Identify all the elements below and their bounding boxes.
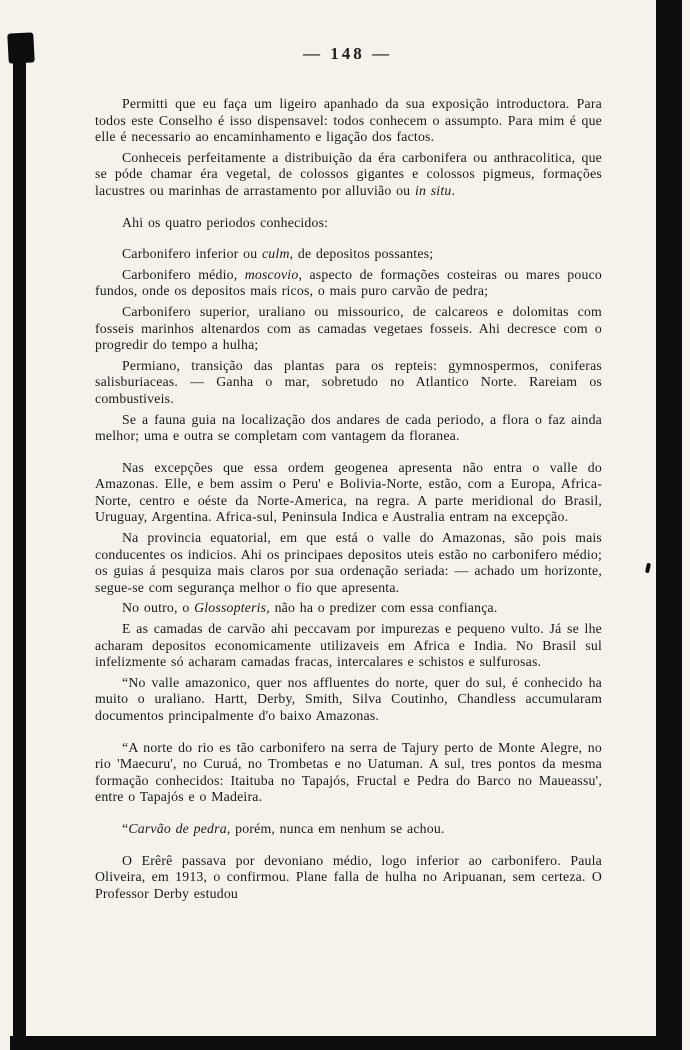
paragraph	[95, 821, 602, 838]
scan-speck	[645, 563, 651, 574]
paragraph	[95, 530, 602, 596]
page-number: — 148 —	[303, 44, 392, 63]
scan-edge-right	[656, 0, 682, 1050]
paragraph	[95, 412, 602, 445]
text-segment: Carbonifero inferior ou	[122, 246, 262, 262]
italic-text-segment: culm	[261, 246, 290, 262]
text-segment: Nas excepções que essa ordem geogenea apresenta não entra o valle do Amazonas. Elle, e bem assim o Peru' e Bolivia-Norte, estão, com a Europa, Africa-Norte, centro e oéste da Norte-America, na regra. A parte meridional do Brasil, Uruguay, Argentina. Africa-sul, Peninsula Indica e Australia entram na excepção.	[95, 459, 602, 525]
italic-text-segment: Glossopteris	[194, 600, 267, 616]
text-segment: , aspecto de formações costeiras ou mares pouco fundos, onde os depositos mais ricos, o mais puro carvão de pedra;	[95, 266, 602, 299]
text-segment: “A norte do rio es tão carbonifero na serra de Tajury perto de Monte Alegre, no rio 'Maecuru', no Curuá, no Trombetas e no Uatuman. A sul, tres pontos da mesma formação conhecidos: Itaituba no Tapajós, Fructal e Pedra do Barco no Maueassu', entre o Tapajós e o Madeira.	[95, 739, 602, 805]
text-segment: E as camadas de carvão ahi peccavam por impurezas e pequeno vulto. Já se lhe acharam depositos economicamente utilizaveis em Africa e India. No Brasil sul infelizmente só acharam camadas fracas, intercalares e schistos e sulfurosas.	[95, 621, 602, 670]
text-segment: Permitti que eu faça um ligeiro apanhado da sua exposição introductora. Para todos este Conselho é isso dispensavel: todos conhecem o assumpto. Para mim é que elle é necessario ao encaminhamento e ligação dos factos.	[95, 96, 602, 145]
text-segment: Ahi os quatro periodos conhecidos:	[122, 214, 329, 230]
paragraph	[95, 460, 602, 526]
text-segment: Na provincia equatorial, em que está o valle do Amazonas, são pois mais conducentes os indicios. Ahi os principaes depositos uteis estão no carbonifero médio; os guias á pesquiza mais claros por sua ordenação seriada: — achado um horizonte, segue-se com segurança melhor o fio que apresenta.	[95, 530, 602, 595]
paragraph	[95, 267, 602, 300]
text-segment: Permiano, transição das plantas para os repteis: gymnospermos, coniferas salisburiaceas. — Ganha o mar, sobretudo no Atlantico Norte. Rareiam os combustiveis.	[95, 357, 602, 406]
italic-text-segment: Carvão de pedra	[128, 820, 227, 836]
page-text-body	[95, 92, 602, 902]
paragraph	[95, 215, 602, 232]
paragraph	[95, 96, 602, 146]
text-segment: No outro, o	[122, 600, 195, 616]
paragraph	[95, 150, 602, 200]
text-segment: Se a fauna guia na localização dos andares de cada periodo, a flora o faz ainda melhor; uma e outra se completam com vantagem da floranea.	[95, 411, 602, 444]
italic-text-segment: moscovio	[244, 266, 299, 282]
scan-edge-left	[13, 38, 26, 1050]
paragraph	[95, 675, 602, 725]
text-segment: Carbonifero médio,	[122, 266, 245, 282]
text-segment: , não ha o predizer com essa confiança.	[266, 600, 498, 616]
paragraph	[95, 740, 602, 806]
text-segment: Conheceis perfeitamente a distribuição da éra carbonifera ou anthracolitica, que se póde chamar éra vegetal, de colossos gigantes e colossos pigmeus, formações lacustres ou marinhas de arrastamento por alluvião ou	[95, 149, 602, 198]
paragraph	[95, 600, 602, 617]
text-segment: , de depositos possantes;	[289, 246, 434, 262]
text-segment: .	[451, 182, 456, 198]
text-segment: O Erêrê passava por devoniano médio, logo inferior ao carbonifero. Paula Oliveira, em 1913, o confirmou. Plane falla de hulha no Aripuanan, sem certeza. O Professor Derby estudou	[95, 852, 602, 901]
paragraph	[95, 358, 602, 408]
text-segment: Carbonifero superior, uraliano ou missourico, de calcareos e dolomitas com fosseis marinhos altenardos com as camadas vegetaes fosseis. Ahi decresce com o progredir do tempo a hulha;	[95, 303, 602, 353]
paragraph	[95, 304, 602, 354]
paragraph	[95, 246, 602, 263]
paragraph	[95, 853, 602, 903]
paragraph	[95, 621, 602, 671]
text-segment: “	[122, 820, 129, 836]
text-segment: , porém, nunca em nenhum se achou.	[226, 820, 445, 836]
italic-text-segment: in situ	[414, 182, 452, 198]
scan-edge-bottom	[10, 1036, 682, 1050]
text-segment: “No valle amazonico, quer nos affluentes do norte, quer do sul, é conhecido ha muito o uraliano. Hartt, Derby, Smith, Silva Coutinho, Chandless accumularam documentos principalmente d'o baixo Amazonas.	[95, 674, 602, 723]
